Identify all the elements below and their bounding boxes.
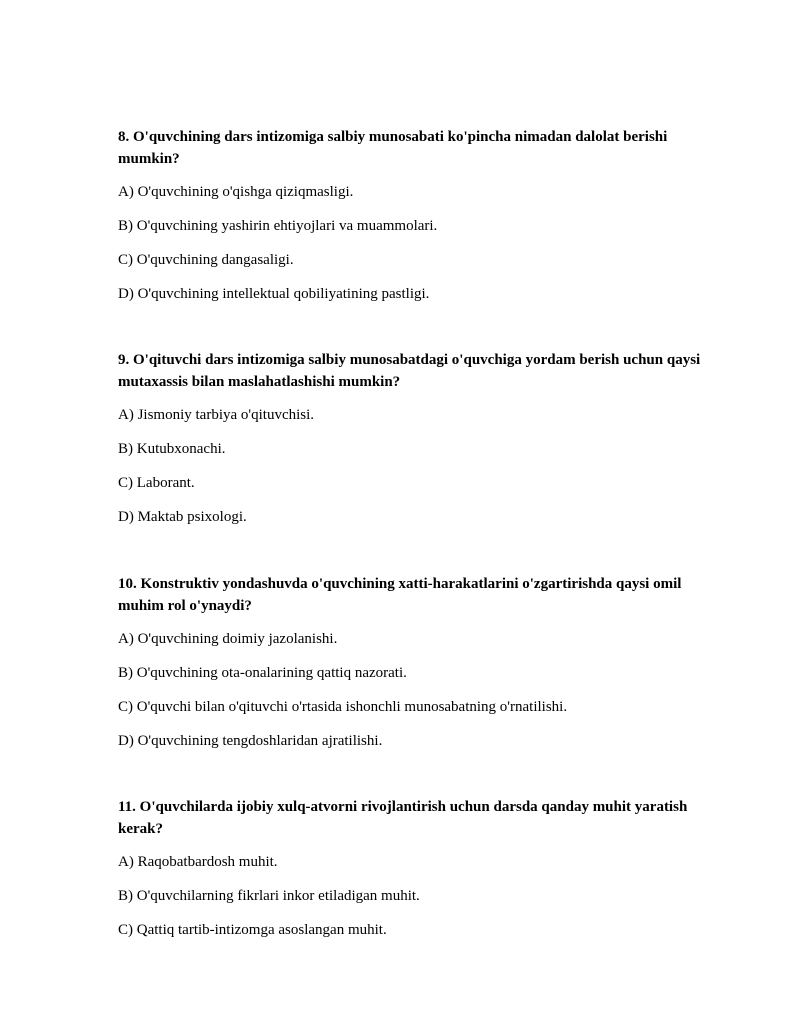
question-9 — [118, 349, 718, 527]
option-a: A) Jismoniy tarbiya o'qituvchisi. — [118, 407, 315, 423]
question-text: 8. O'quvchining dars intizomiga salbiy munosabati ko'pincha nimadan dalolat berishi mumkin? — [118, 129, 668, 167]
option-c: C) O'quvchining dangasaligi. — [118, 252, 294, 268]
question-10 — [118, 573, 718, 751]
option-b: B) O'quvchining yashirin ehtiyojlari va muammolari. — [118, 218, 438, 234]
question-text: 11. O'quvchilarda ijobiy xulq-atvorni rivojlantirish uchun darsda qanday muhit yaratish kerak? — [118, 799, 688, 837]
question-text: 9. O'qituvchi dars intizomiga salbiy munosabatdagi o'quvchiga yordam berish uchun qaysi mutaxassis bilan maslahatlashishi mumkin? — [118, 352, 701, 390]
option-c: C) O'quvchi bilan o'qituvchi o'rtasida ishonchli munosabatning o'rnatilishi. — [118, 699, 568, 715]
question-11 — [118, 796, 718, 940]
answer-options — [118, 629, 718, 751]
option-d: D) O'quvchining tengdoshlaridan ajratilishi. — [118, 733, 383, 749]
option-b: B) O'quvchilarning fikrlari inkor etiladigan muhit. — [118, 888, 420, 904]
option-d: D) Maktab psixologi. — [118, 509, 247, 525]
option-a: A) O'quvchining o'qishga qiziqmasligi. — [118, 184, 354, 200]
option-c: C) Laborant. — [118, 475, 195, 491]
option-d: D) O'quvchining intellektual qobiliyatining pastligi. — [118, 286, 430, 302]
answer-options — [118, 405, 718, 527]
answer-options — [118, 852, 718, 940]
answer-options — [118, 182, 718, 304]
question-text: 10. Konstruktiv yondashuvda o'quvchining xatti-harakatlarini o'zgartirishda qaysi omil muhim rol o'ynaydi? — [118, 576, 682, 614]
option-a: A) Raqobatbardosh muhit. — [118, 854, 278, 870]
option-b: B) O'quvchining ota-onalarining qattiq nazorati. — [118, 665, 407, 681]
option-a: A) O'quvchining doimiy jazolanishi. — [118, 631, 338, 647]
option-c: C) Qattiq tartib-intizomga asoslangan muhit. — [118, 922, 387, 938]
question-8 — [118, 126, 718, 304]
option-b: B) Kutubxonachi. — [118, 441, 226, 457]
